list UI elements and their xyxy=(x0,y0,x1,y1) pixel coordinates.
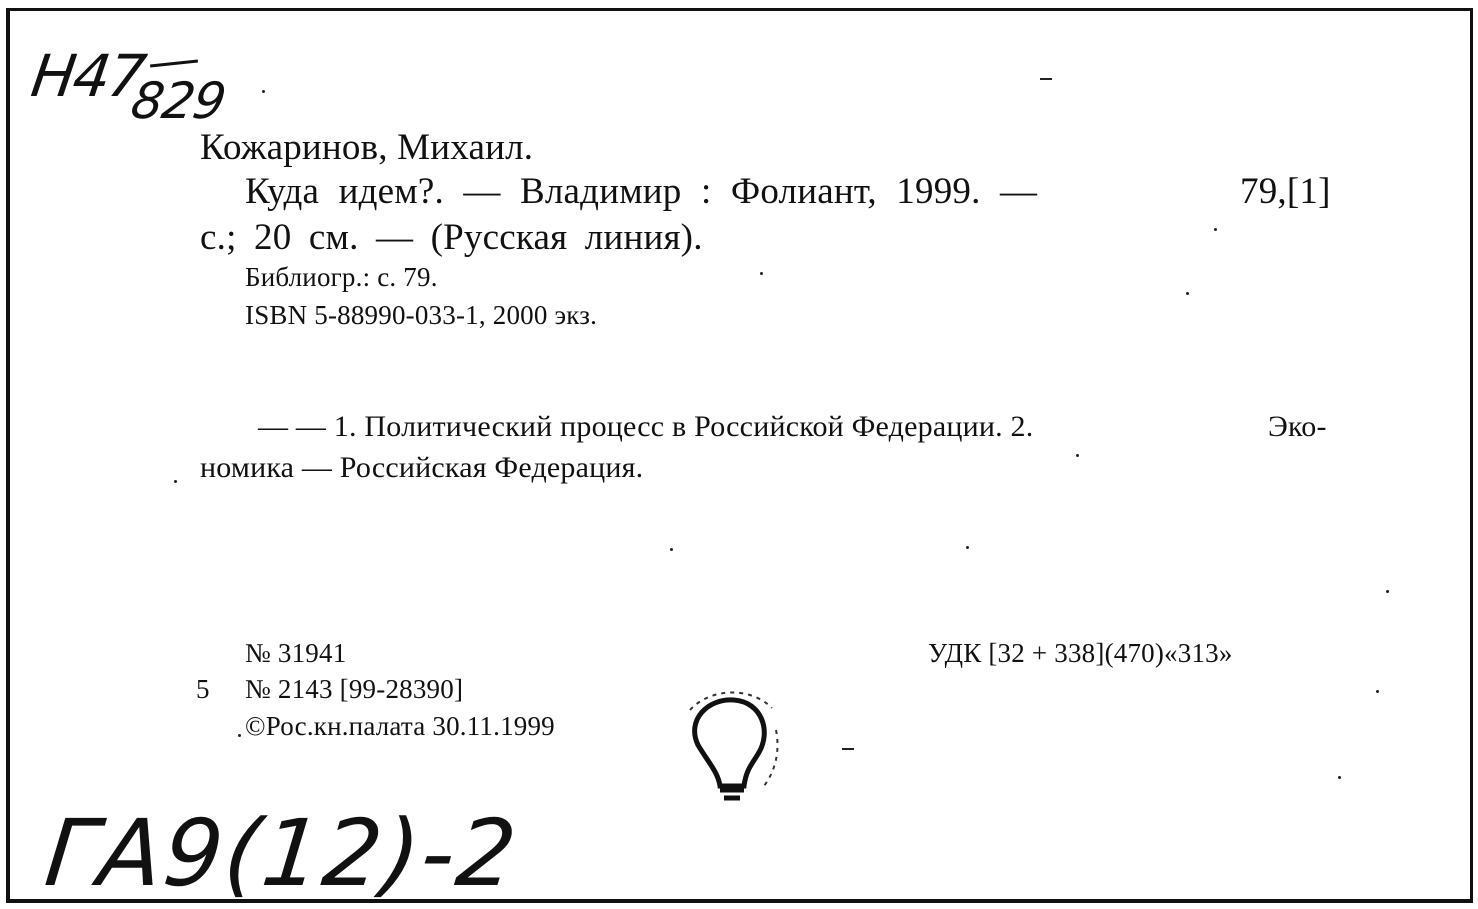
handwritten-shelf-code: Н47 xyxy=(27,42,149,110)
subject-headings: — — 1. Политический процесс в Российской Федерации. 2. xyxy=(258,410,1034,443)
speck xyxy=(760,272,763,275)
copyright-line: ©Рос.кн.палата 30.11.1999 xyxy=(245,711,555,741)
card-count: 5 xyxy=(196,674,210,704)
title-statement: Куда идем?. — Владимир : Фолиант, 1999. — xyxy=(245,171,1038,212)
card-number: № 2143 [99-28390] xyxy=(245,674,464,704)
isbn-note: ISBN 5-88990-033-1, 2000 экз. xyxy=(245,300,598,330)
speck xyxy=(1076,454,1079,457)
pagination: 79,[1] xyxy=(1240,171,1331,212)
speck xyxy=(966,546,969,549)
speck xyxy=(1186,292,1189,295)
speck xyxy=(842,748,854,750)
speck xyxy=(1214,228,1217,231)
speck xyxy=(1338,776,1341,779)
author-heading: Кожаринов, Михаил. xyxy=(200,127,534,168)
lightbulb-stamp-icon xyxy=(680,690,780,810)
physical-description: с.; 20 см. — (Русская линия). xyxy=(200,217,703,258)
speck xyxy=(174,480,177,483)
handwritten-classification-code: ГА9(12)-2 xyxy=(40,800,523,907)
speck xyxy=(238,734,241,737)
handwritten-shelf-number: 829 xyxy=(126,72,230,130)
bibliography-note: Библиогр.: с. 79. xyxy=(245,262,438,292)
registration-number: № 31941 xyxy=(245,638,347,668)
speck xyxy=(670,548,673,551)
subject-headings-hyphen: Эко- xyxy=(1268,410,1327,443)
speck xyxy=(1386,590,1389,593)
subject-headings-continued: номика — Российская Федерация. xyxy=(200,451,644,484)
speck xyxy=(1040,78,1052,80)
udk-classification: УДК [32 + 338](470)«313» xyxy=(928,638,1233,668)
speck xyxy=(262,90,265,93)
speck xyxy=(1376,690,1379,693)
